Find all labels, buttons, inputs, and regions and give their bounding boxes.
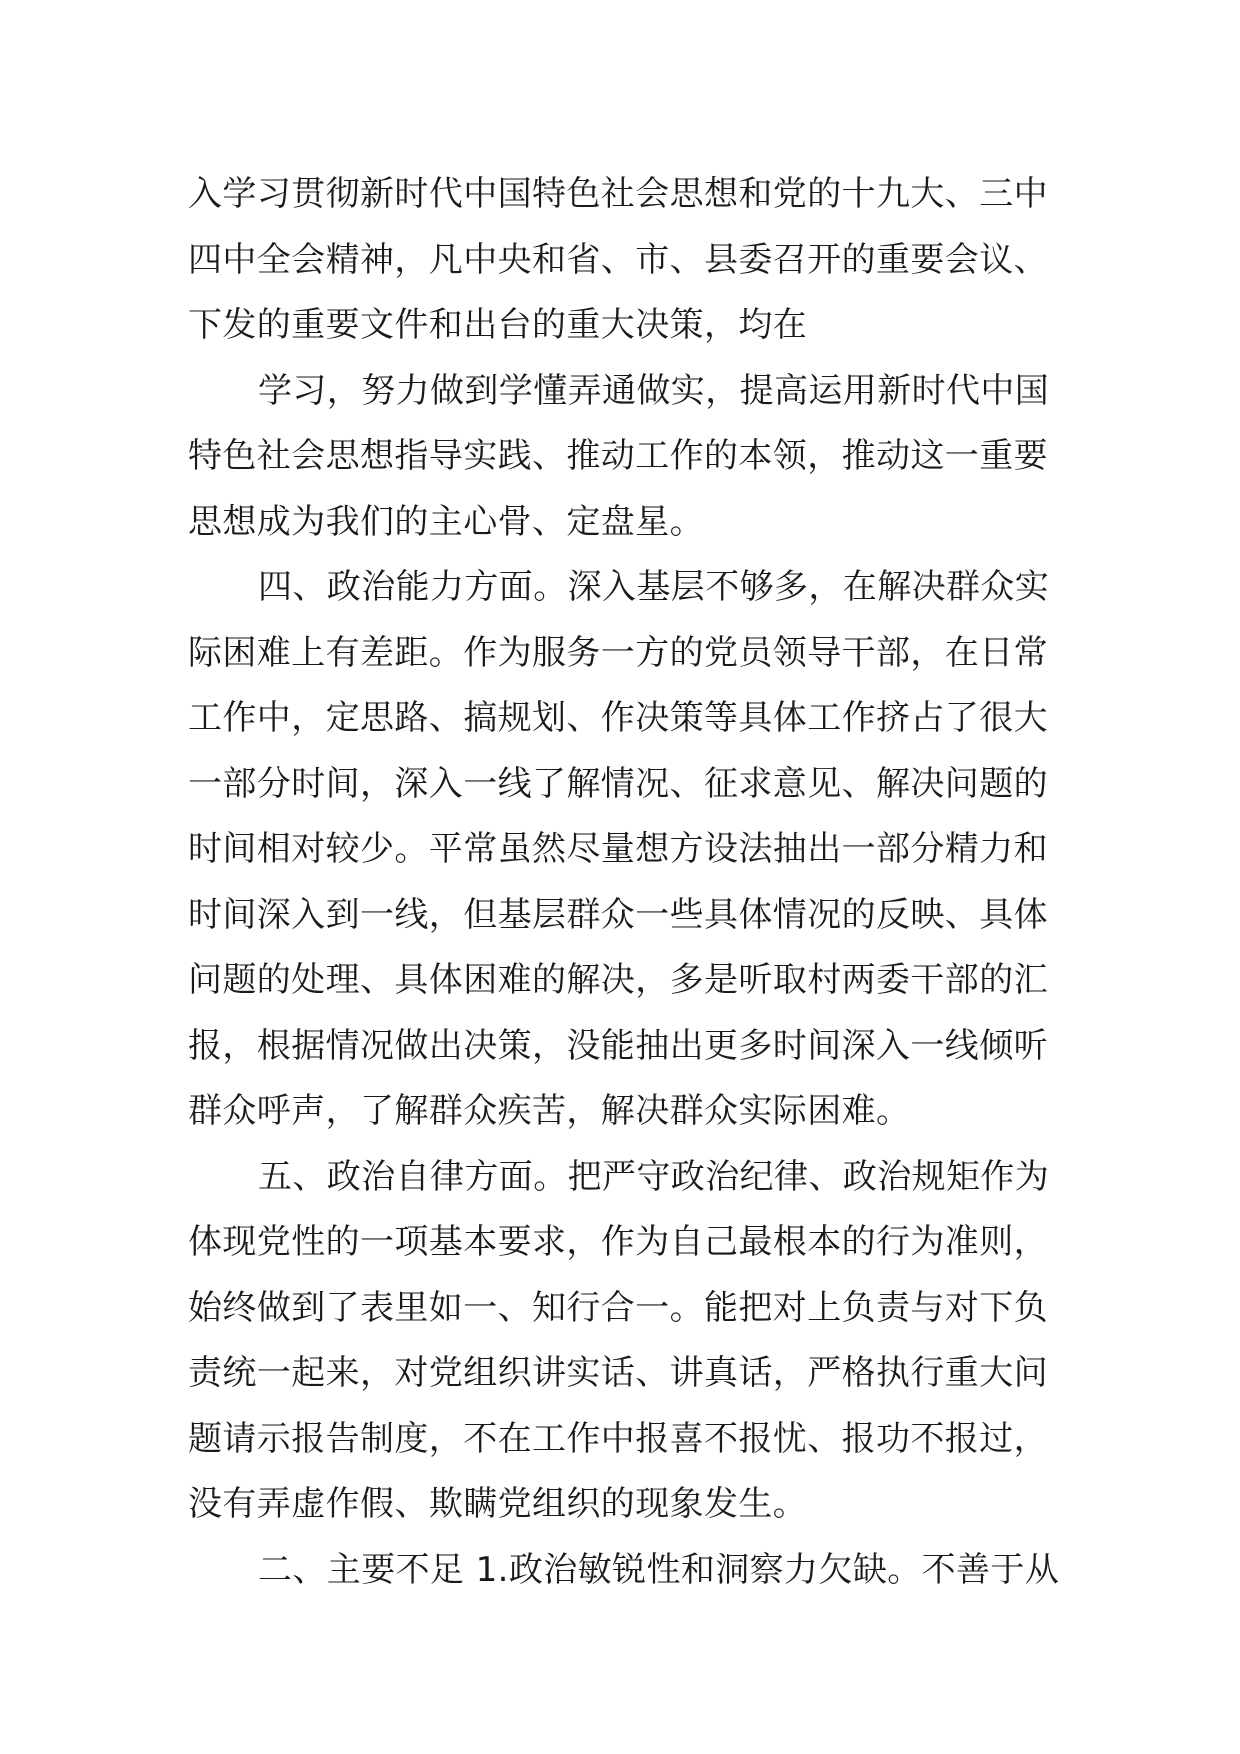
text-line: 题请示报告制度，不在工作中报喜不报忧、报功不报过， <box>188 1418 1048 1459</box>
text-line: 责统一起来，对党组织讲实话、讲真话，严格执行重大问 <box>188 1353 1048 1393</box>
text-line: 四中全会精神，凡中央和省、市、县委召开的重要会议、 <box>188 239 1048 280</box>
text-line: 下发的重要文件和出台的重大决策，均在 <box>188 305 808 345</box>
document-body <box>188 162 1058 1603</box>
text-line: 问题的处理、具体困难的解决，多是听取村两委干部的汇 <box>188 960 1048 1000</box>
text-line: 时间相对较少。平常虽然尽量想方设法抽出一部分精力和 <box>188 829 1048 869</box>
text-line: 际困难上有差距。作为服务一方的党员领导干部，在日常 <box>188 632 1048 673</box>
text-line: 没有弄虚作假、欺瞒党组织的现象发生。 <box>188 1484 808 1524</box>
text-line: 五、政治自律方面。把严守政治纪律、政治规矩作为 <box>258 1156 1050 1197</box>
text-line: 工作中，定思路、搞规划、作决策等具体工作挤占了很大 <box>188 698 1048 738</box>
text-line: 学习，努力做到学懂弄通做实，提高运用新时代中国 <box>258 370 1050 411</box>
text-line: 一部分时间，深入一线了解情况、征求意见、解决问题的 <box>188 763 1048 804</box>
text-line: 群众呼声，了解群众疾苦，解决群众实际困难。 <box>188 1091 911 1131</box>
text-line: 四、政治能力方面。深入基层不够多，在解决群众实 <box>258 567 1050 607</box>
text-line: 报，根据情况做出决策，没能抽出更多时间深入一线倾听 <box>188 1025 1048 1066</box>
text-line: 入学习贯彻新时代中国特色社会思想和党的十九大、三中 <box>188 174 1048 214</box>
text-line: 始终做到了表里如一、知行合一。能把对上负责与对下负 <box>188 1287 1048 1328</box>
text-line: 特色社会思想指导实践、推动工作的本领，推动这一重要 <box>188 436 1048 476</box>
text-line: 二、主要不足 1.政治敏锐性和洞察力欠缺。不善于从 <box>258 1549 1060 1590</box>
text-line: 时间深入到一线，但基层群众一些具体情况的反映、具体 <box>188 894 1048 935</box>
text-line: 思想成为我们的主心骨、定盘星。 <box>188 501 704 542</box>
text-line: 体现党性的一项基本要求，作为自己最根本的行为准则， <box>188 1222 1048 1262</box>
